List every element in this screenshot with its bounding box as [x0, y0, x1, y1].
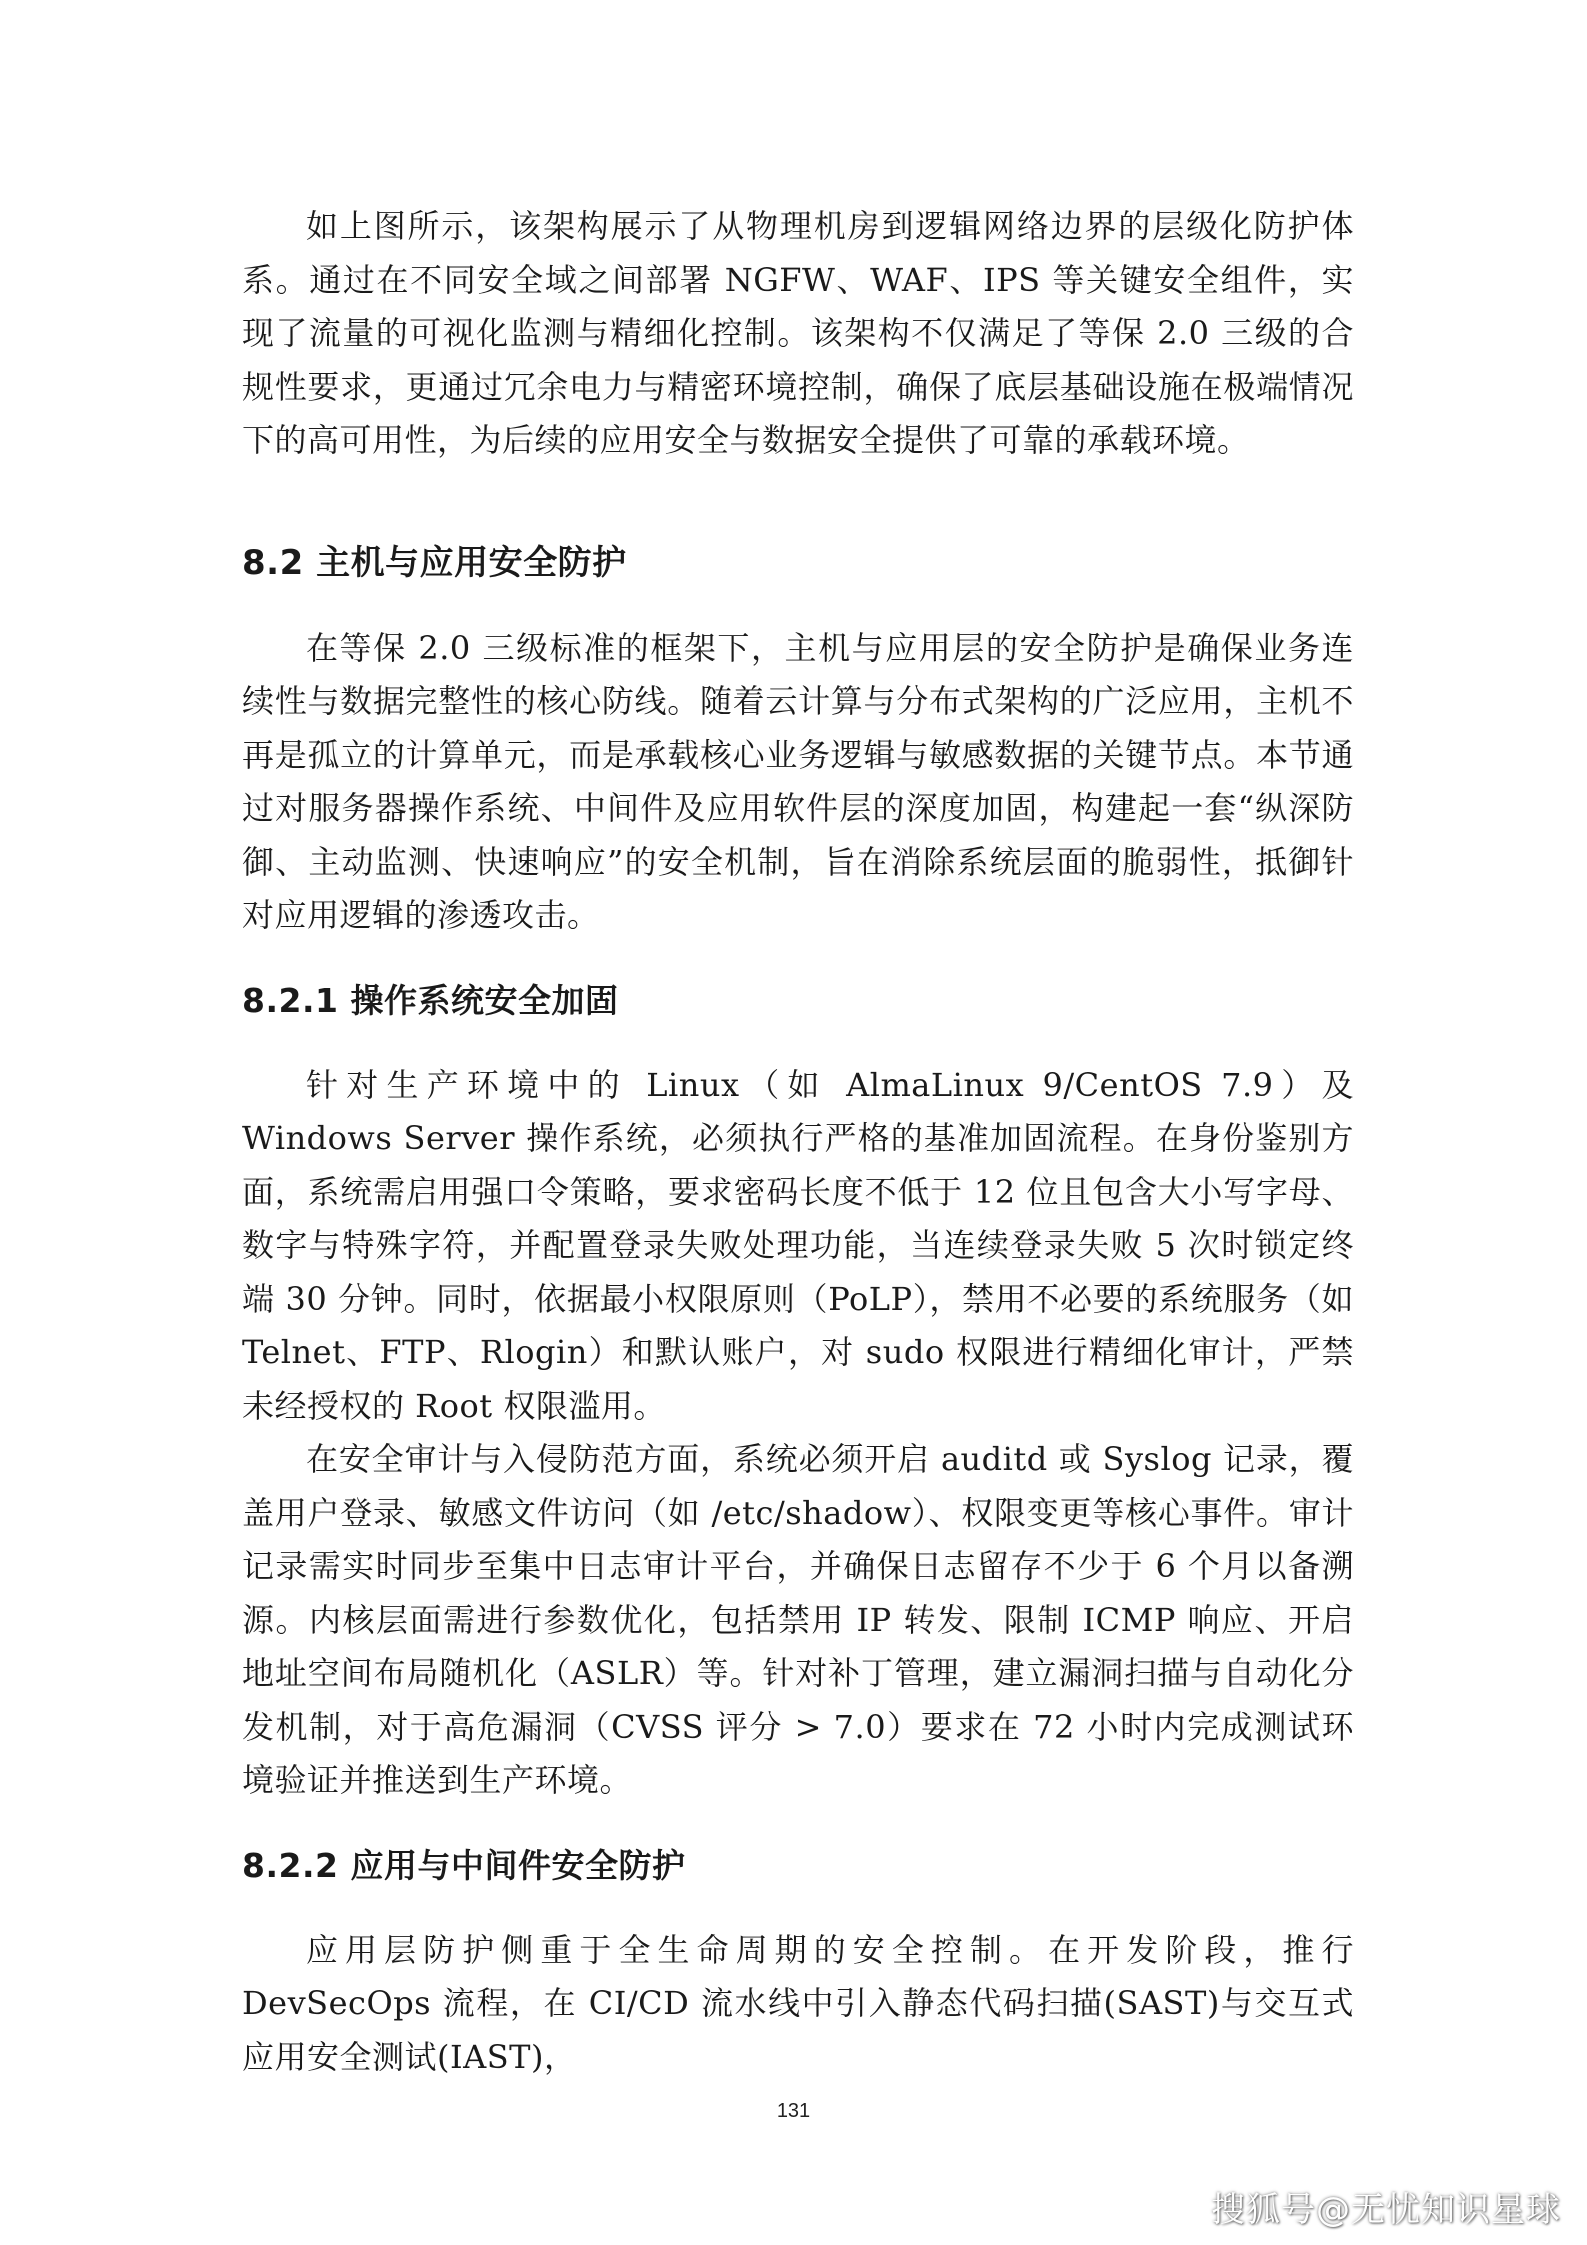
intro-paragraph: 如上图所示，该架构展示了从物理机房到逻辑网络边界的层级化防护体系。通过在不同安全域之间部署 NGFW、WAF、IPS 等关键安全组件，实现了流量的可视化监测与精细化控制。该架构不仅满足了等保 2.0 三级的合规性要求，更通过冗余电力与精密环境控制，确保了底层基础设施在极端情况下的高可用性，为后续的应用安全与数据安全提供了可靠的承载环境。	[242, 207, 1354, 459]
section-heading-8-2-2: 8.2.2 应用与中间件安全防护	[242, 1845, 686, 1885]
page-content	[242, 200, 1354, 2084]
section-8-2-1-paragraph-2: 在安全审计与入侵防范方面，系统必须开启 auditd 或 Syslog 记录，覆盖用户登录、敏感文件访问（如 /etc/shadow）、权限变更等核心事件。审计记录需实时同步至集中日志审计平台，并确保日志留存不少于 6 个月以备溯源。内核层面需进行参数优化，包括禁用 IP 转发、限制 ICMP 响应、开启地址空间布局随机化（ASLR）等。针对补丁管理，建立漏洞扫描与自动化分发机制，对于高危漏洞（CVSS 评分 > 7.0）要求在 72 小时内完成测试环境验证并推送到生产环境。	[242, 1440, 1354, 1799]
section-8-2-paragraph: 在等保 2.0 三级标准的框架下，主机与应用层的安全防护是确保业务连续性与数据完整性的核心防线。随着云计算与分布式架构的广泛应用，主机不再是孤立的计算单元，而是承载核心业务逻辑与敏感数据的关键节点。本节通过对服务器操作系统、中间件及应用软件层的深度加固，构建起一套“纵深防御、主动监测、快速响应”的安全机制，旨在消除系统层面的脆弱性，抵御针对应用逻辑的渗透攻击。	[242, 628, 1354, 934]
section-heading-8-2-1: 8.2.1 操作系统安全加固	[242, 980, 619, 1020]
section-8-2-1-paragraph-1: 针对生产环境中的 Linux（如 AlmaLinux 9/CentOS 7.9）及 Windows Server 操作系统，必须执行严格的基准加固流程。在身份鉴别方面，系统需启用强口令策略，要求密码长度不低于 12 位且包含大小写字母、数字与特殊字符，并配置登录失败处理功能，当连续登录失败 5 次时锁定终端 30 分钟。同时，依据最小权限原则（PoLP），禁用不必要的系统服务（如 Telnet、FTP、Rlogin）和默认账户，对 sudo 权限进行精细化审计，严禁未经授权的 Root 权限滥用。	[242, 1065, 1354, 1425]
section-heading-8-2: 8.2 主机与应用安全防护	[242, 542, 627, 583]
watermark: 搜狐号@无忧知识星球	[1211, 2190, 1561, 2230]
page-number: 131	[776, 2100, 811, 2122]
section-8-2-2-paragraph: 应用层防护侧重于全生命周期的安全控制。在开发阶段，推行 DevSecOps 流程，在 CI/CD 流水线中引入静态代码扫描(SAST)与交互式应用安全测试(IAST)，	[242, 1930, 1354, 2076]
